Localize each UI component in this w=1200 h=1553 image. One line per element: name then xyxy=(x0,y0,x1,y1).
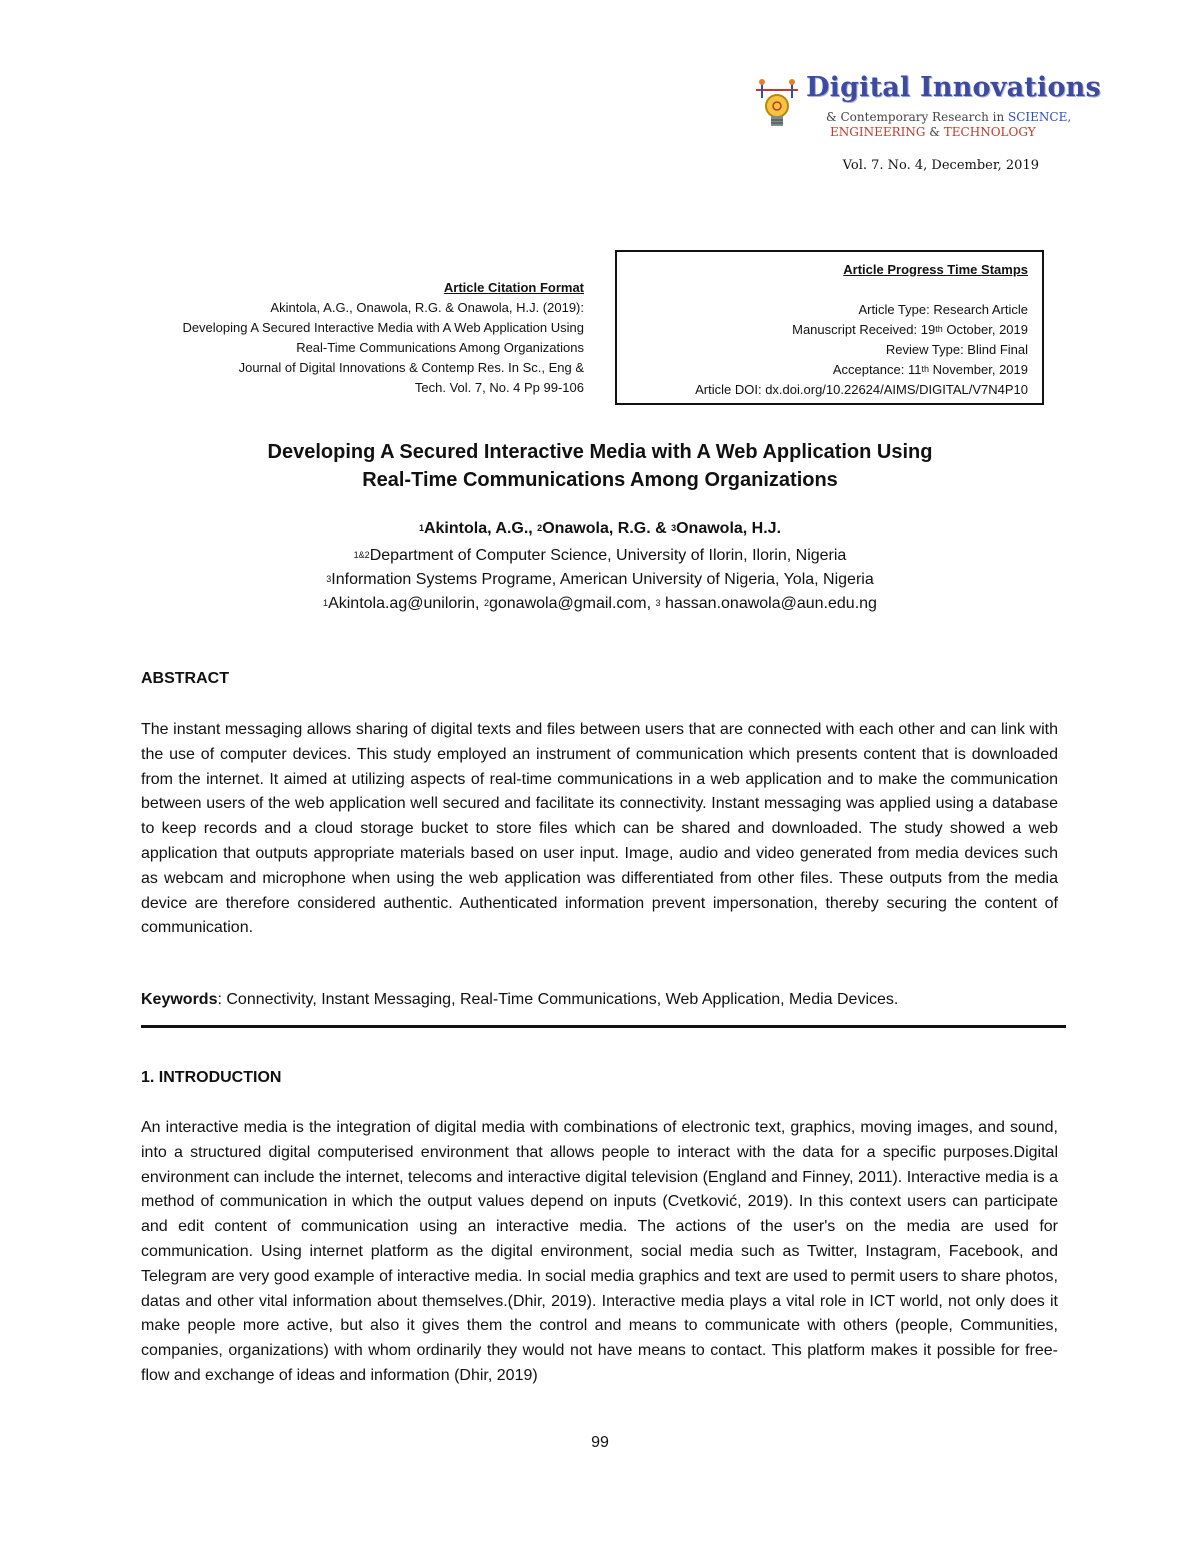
citation-line: Tech. Vol. 7, No. 4 Pp 99-106 xyxy=(414,380,584,395)
affiliation-sup: 3 xyxy=(326,574,332,584)
email-sup: 1 xyxy=(323,598,329,608)
subtitle-ampersand: & xyxy=(925,125,944,139)
author-sup: 3 xyxy=(671,523,677,533)
subtitle-technology: TECHNOLOGY xyxy=(943,125,1036,139)
email-text: gonawola@gmail.com, xyxy=(488,595,656,612)
accept-ordinal: th xyxy=(921,364,929,374)
email-line xyxy=(140,592,1060,616)
affiliation-sup: 1&2 xyxy=(353,550,370,560)
citation-block xyxy=(114,278,584,398)
affiliation-text: Department of Computer Science, University of Ilorin, Ilorin, Nigeria xyxy=(369,547,847,564)
article-type: Article Type: Research Article xyxy=(858,302,1028,317)
manuscript-received xyxy=(627,320,1028,340)
page-number: 99 xyxy=(591,1434,609,1451)
received-date: Manuscript Received: 19 xyxy=(792,322,936,337)
accept-date: Acceptance: 11 xyxy=(832,362,922,377)
subtitle-science: SCIENCE, xyxy=(1008,110,1072,124)
abstract-text: The instant messaging allows sharing of digital texts and files between users that are connected with each other and can link with the use of computer devices. This study employed an instrument of communication which presents content that is downloaded from the internet. It aimed at utilizing aspects of real-time communications in a web application and to make the communication between users of the web application well secured and facilitate its connectivity. Instant messaging was applied using a database to keep records and a cloud storage bucket to store files which can be shared and downloaded. The study showed a web application that outputs appropriate materials based on user input. Image, audio and video generated from media devices such as webcam and microphone when using the web application was differentiated from other files. These outputs from the media device are therefore considered authentic. Authenticated information prevent impersonation, thereby securing the content of communication. xyxy=(141,721,1058,937)
author-list xyxy=(140,518,1060,540)
accept-month: November, 2019 xyxy=(928,362,1028,377)
keywords-label: Keywords xyxy=(141,991,218,1008)
email-sup: 2 xyxy=(483,598,489,608)
keywords-text: : Connectivity, Instant Messaging, Real-Time Communications, Web Application, Media Devices. xyxy=(217,991,899,1008)
received-month: October, 2019 xyxy=(942,322,1028,337)
citation-heading: Article Citation Format xyxy=(443,280,584,295)
citation-line: Akintola, A.G., Onawola, R.G. & Onawola, H.J. (2019): xyxy=(270,300,584,315)
article-doi: Article DOI: dx.doi.org/10.22624/AIMS/DIGITAL/V7N4P10 xyxy=(695,382,1028,397)
introduction-text: An interactive media is the integration of digital media with combinations of electronic text, graphics, moving images, and sound, into a structured digital computerised environment that allows people to interact with the data for a specific purposes.Digital environment can include the internet, telecoms and interactive digital television (England and Finney, 2011). Interactive media is a method of communication in which the output values depend on inputs (Cvetković, 2019). In this context users can participate and edit content of communication using an interactive media. The actions of the user's on the media are used for communication. Using internet platform as the digital environment, social media such as Twitter, Instagram, Facebook, and Telegram are very good example of interactive media. In social media graphics and text are used to permit users to share photos, datas and other vital information about themselves.(Dhir, 2019). Interactive media plays a vital role in ICT world, not only does it make people more active, but also it gives them the control and means to communicate with others (people, Communities, companies, organizations) with whom ordinarily they would not have means to contact. This platform makes it possible for free-flow and exchange of ideas and information (Dhir, 2019) xyxy=(141,1119,1058,1384)
journal-logo xyxy=(752,72,1101,144)
volume-info: Vol. 7. No. 4, December, 2019 xyxy=(842,158,1039,173)
received-ordinal: th xyxy=(935,324,943,334)
author-name: Onawola, R.G. & xyxy=(542,520,672,537)
affiliation-line xyxy=(140,544,1060,568)
affiliations xyxy=(140,544,1060,616)
email-sup: 3 xyxy=(655,598,661,608)
author-sup: 1 xyxy=(418,523,424,533)
review-type: Review Type: Blind Final xyxy=(885,342,1028,357)
acceptance-date xyxy=(627,360,1028,380)
citation-line: Real-Time Communications Among Organizations xyxy=(296,340,584,355)
paper-title xyxy=(140,438,1060,494)
section-divider xyxy=(141,1025,1066,1028)
stamps-heading: Article Progress Time Stamps xyxy=(843,262,1028,277)
title-line: Real-Time Communications Among Organizations xyxy=(362,469,838,491)
author-name: Onawola, H.J. xyxy=(676,520,782,537)
introduction-heading: 1. INTRODUCTION xyxy=(141,1069,282,1086)
email-text: Akintola.ag@unilorin, xyxy=(328,595,484,612)
affiliation-text: Information Systems Programe, American University of Nigeria, Yola, Nigeria xyxy=(331,571,874,588)
subtitle-prefix: & Contemporary Research in xyxy=(826,110,1008,124)
abstract-heading: ABSTRACT xyxy=(141,670,229,687)
title-line: Developing A Secured Interactive Media with A Web Application Using xyxy=(267,441,933,463)
brand-name: Digital Innovations xyxy=(806,72,1101,103)
citation-line: Journal of Digital Innovations & Contemp Res. In Sc., Eng & xyxy=(238,360,584,375)
email-text: hassan.onawola@aun.edu.ng xyxy=(660,595,877,612)
keywords xyxy=(141,988,1058,1012)
author-name: Akintola, A.G., xyxy=(423,520,538,537)
brand-subtitle-line1 xyxy=(826,110,1071,124)
affiliation-line xyxy=(140,568,1060,592)
brand-subtitle-line2 xyxy=(830,125,1036,139)
time-stamps-box xyxy=(615,250,1044,405)
author-sup: 2 xyxy=(537,523,543,533)
lightbulb-circuit-icon xyxy=(752,76,802,136)
citation-line: Developing A Secured Interactive Media with A Web Application Using xyxy=(182,320,584,335)
subtitle-engineering: ENGINEERING xyxy=(830,125,926,139)
